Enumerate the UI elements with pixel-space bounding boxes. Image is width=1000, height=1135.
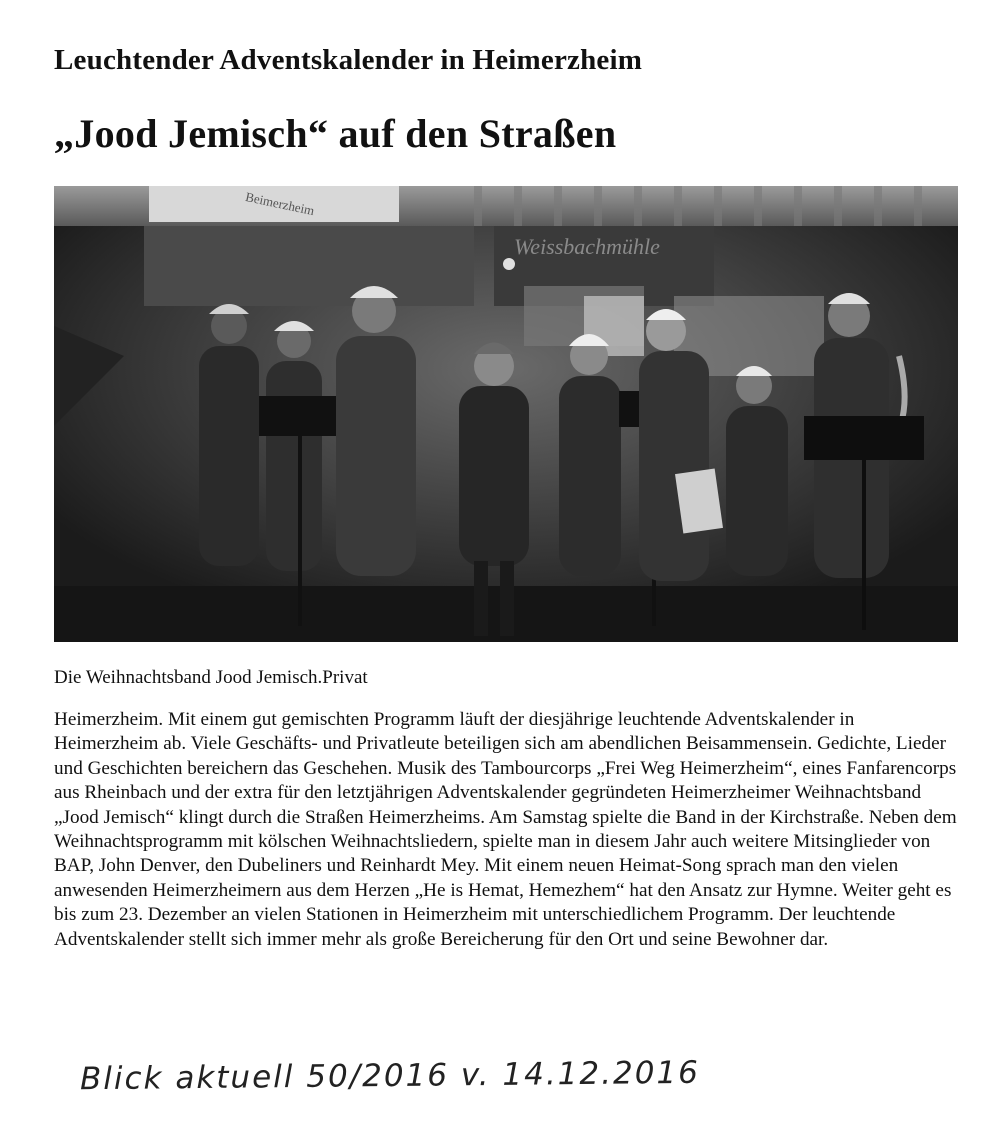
- banner-sign-text: Beimerzheim: [244, 188, 316, 219]
- article-body: Heimerzheim. Mit einem gut gemischten Programm läuft der diesjährige leuchtende Adventskalender in Heimerzheim ab. Viele Geschäfts- und Privatleute beteiligen sich am abendlichen Beisammensein. Gedichte, Lieder und Geschichten bereichern das Geschehen. Musik des Tambourcorps „Frei Weg Heimerzheim“, eines Fanfarencorps aus Rheinbach und der extra für den letztjährigen Adventskalender gegründeten Heimerzheimer Weihnachtsband „Jood Jemisch“ klingt durch die Straßen Heimerzheims. Am Samstag spielte die Band in der Kirchstraße. Neben dem Weihnachtsprogramm mit kölschen Weihnachtsliedern, spielte man in diesem Jahr auch weitere Mitsinglieder von BAP, John Denver, den Dubeliners und Reinhardt Mey. Mit einem neuen Heimat-Song sprach man den vielen anwesenden Heimerzheimern aus dem Herzen „He is Hemat, Hemezhem“ hat den Ansatz zur Hymne. Weiter geht es bis zum 23. Dezember an vielen Stationen in Heimerzheim mit unterschiedlichem Programm. Der leuchtende Adventskalender stellt sich immer mehr als große Bereicherung für den Ort und seine Bewohner dar.: [54, 709, 957, 950]
- photo-caption: Die Weihnachtsband Jood Jemisch.Privat: [54, 667, 368, 688]
- handwritten-source-note: Blick aktuell 50/2016 v. 14.12.2016: [79, 1054, 701, 1098]
- article-photo: [54, 186, 958, 642]
- article-kicker: Leuchtender Adventskalender in Heimerzheim: [54, 44, 643, 76]
- article-headline: „Jood Jemisch“ auf den Straßen: [54, 111, 617, 156]
- band-photo-illustration: [54, 186, 958, 642]
- storefront-text: Weissbachmühle: [514, 234, 660, 259]
